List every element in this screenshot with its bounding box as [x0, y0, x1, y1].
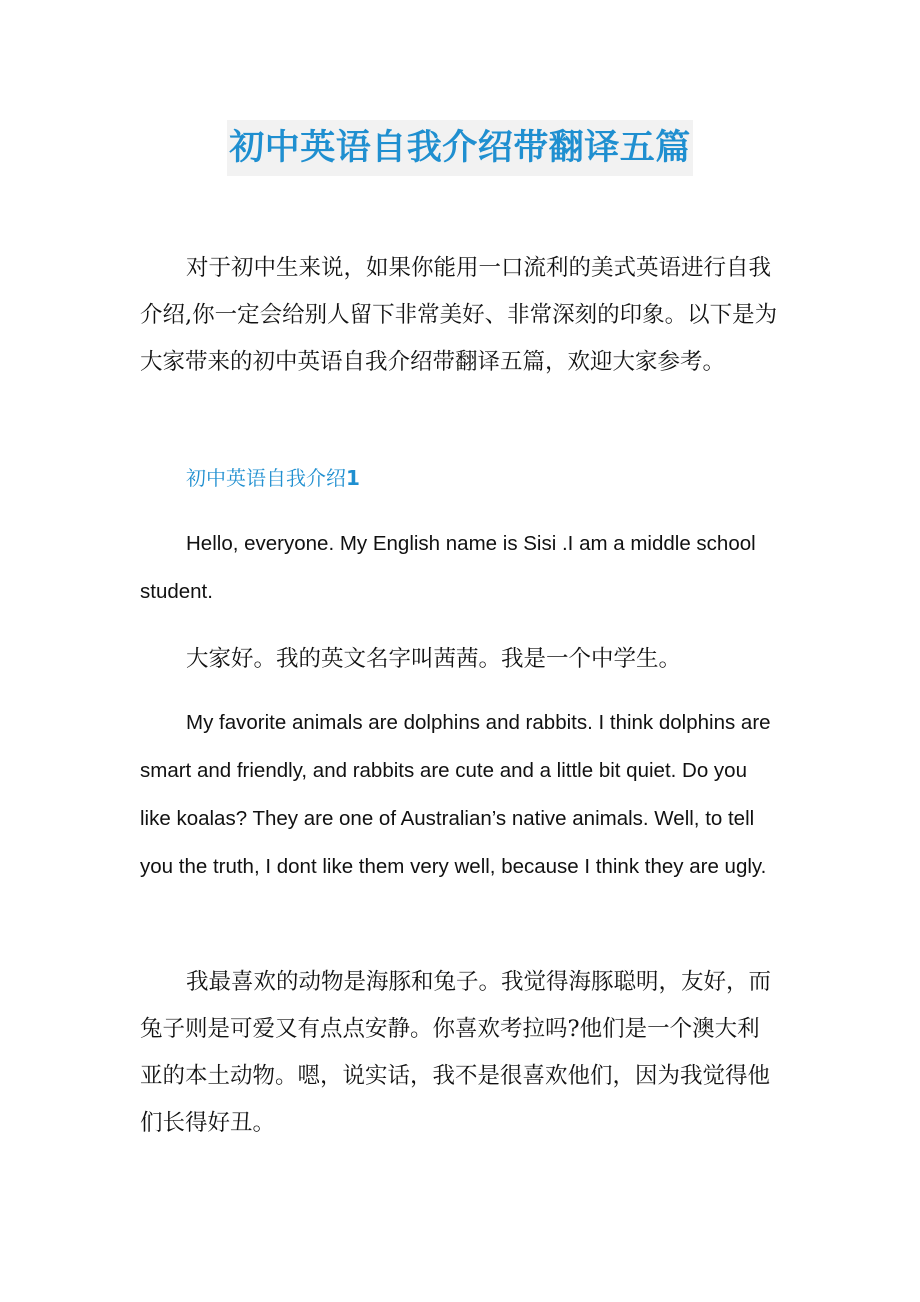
intro-paragraph: 对于初中生来说，如果你能用一口流利的美式英语进行自我介绍,你一定会给别人留下非常美好、非常深刻的印象。以下是为大家带来的初中英语自我介绍带翻译五篇，欢迎大家参考。 — [140, 255, 778, 375]
chinese-paragraph-1: 大家好。我的英文名字叫茜茜。我是一个中学生。 — [186, 646, 682, 672]
english-paragraph-1: Hello, everyone. My English name is Sisi .I am a middle school student. — [140, 532, 756, 603]
chinese-paragraph-2: 我最喜欢的动物是海豚和兔子。我觉得海豚聪明，友好，而兔子则是可爱又有点点安静。你喜欢考拉吗?他们是一个澳大利亚的本土动物。嗯，说实话，我不是很喜欢他们，因为我觉得他们长得好丑。 — [140, 969, 772, 1136]
english-paragraph-2: My favorite animals are dolphins and rabbits. I think dolphins are smart and friendly, and rabbits are cute and a little bit quiet. Do you like koalas? They are one of Australian’s native animals. Well, to tell you the truth, I dont like them very well, because I think they are ugly. — [140, 711, 771, 878]
section-heading-1 — [186, 458, 360, 498]
section-heading-number: 1 — [346, 466, 360, 490]
title-container — [0, 120, 920, 176]
section-heading-text: 初中英语自我介绍 — [186, 466, 346, 490]
document-title: 初中英语自我介绍带翻译五篇 — [227, 120, 693, 176]
